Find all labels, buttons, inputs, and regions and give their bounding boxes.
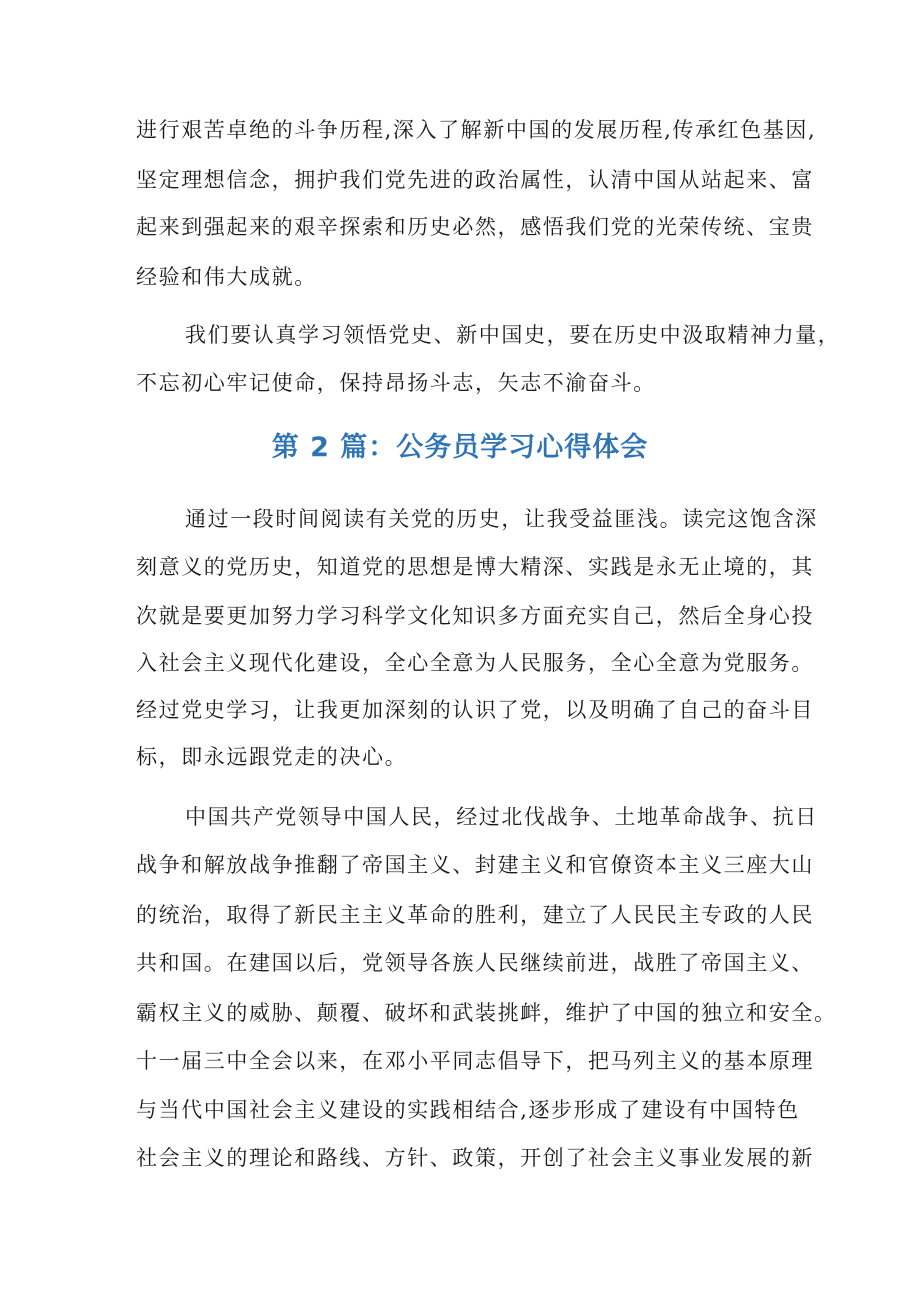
paragraph-line: 中国共产党领导中国人民，经过北伐战争、土地革命战争、抗日 (185, 805, 818, 829)
paragraph-line: 刻意义的党历史，知道党的思想是博大精深、实践是永无止境的，其 (136, 555, 814, 579)
paragraph-line: 次就是要更加努力学习科学文化知识多方面充实自己，然后全身心投 (136, 604, 814, 628)
paragraph-line: 经过党史学习，让我更加深刻的认识了党，以及明确了自己的奋斗目 (136, 698, 814, 722)
paragraph-line: 共和国。在建国以后，党领导各族人民继续前进，战胜了帝国主义、 (136, 951, 814, 975)
paragraph-line: 战争和解放战争推翻了帝国主义、封建主义和官僚资本主义三座大山 (136, 853, 814, 877)
paragraph-line: 经验和伟大成就。 (136, 265, 317, 289)
paragraph-line: 标，即永远跟党走的决心。 (136, 745, 408, 769)
paragraph-line: 社会主义的理论和路线、方针、政策，开创了社会主义事业发展的新 (136, 1146, 814, 1170)
paragraph-line: 的统治，取得了新民主主义革命的胜利，建立了人民民主专政的人民 (136, 903, 814, 927)
paragraph-line: 霸权主义的威胁、颠覆、破坏和武装挑衅，维护了中国的独立和安全。 (136, 1001, 837, 1025)
paragraph-line: 十一届三中全会以来，在邓小平同志倡导下，把马列主义的基本原理 (136, 1049, 814, 1073)
paragraph-line: 与当代中国社会主义建设的实践相结合,逐步形成了建设有中国特色 (136, 1098, 800, 1122)
paragraph-line: 坚定理想信念，拥护我们党先进的政治属性，认清中国从站起来、富 (136, 168, 814, 192)
paragraph-line: 进行艰苦卓绝的斗争历程,深入了解新中国的发展历程,传承红色基因, (136, 118, 817, 142)
paragraph-line: 入社会主义现代化建设，全心全意为人民服务，全心全意为党服务。 (136, 651, 814, 675)
paragraph-line: 不忘初心牢记使命，保持昂扬斗志，矢志不渝奋斗。 (136, 371, 656, 395)
paragraph-line: 通过一段时间阅读有关党的历史，让我受益匪浅。读完这饱含深 (185, 507, 818, 531)
paragraph-line: 起来到强起来的艰辛探索和历史必然，感悟我们党的光荣传统、宝贵 (136, 215, 814, 239)
section-heading: 第 2 篇：公务员学习心得体会 (271, 432, 649, 463)
paragraph-line: 我们要认真学习领悟党史、新中国史，要在历史中汲取精神力量， (185, 323, 841, 347)
